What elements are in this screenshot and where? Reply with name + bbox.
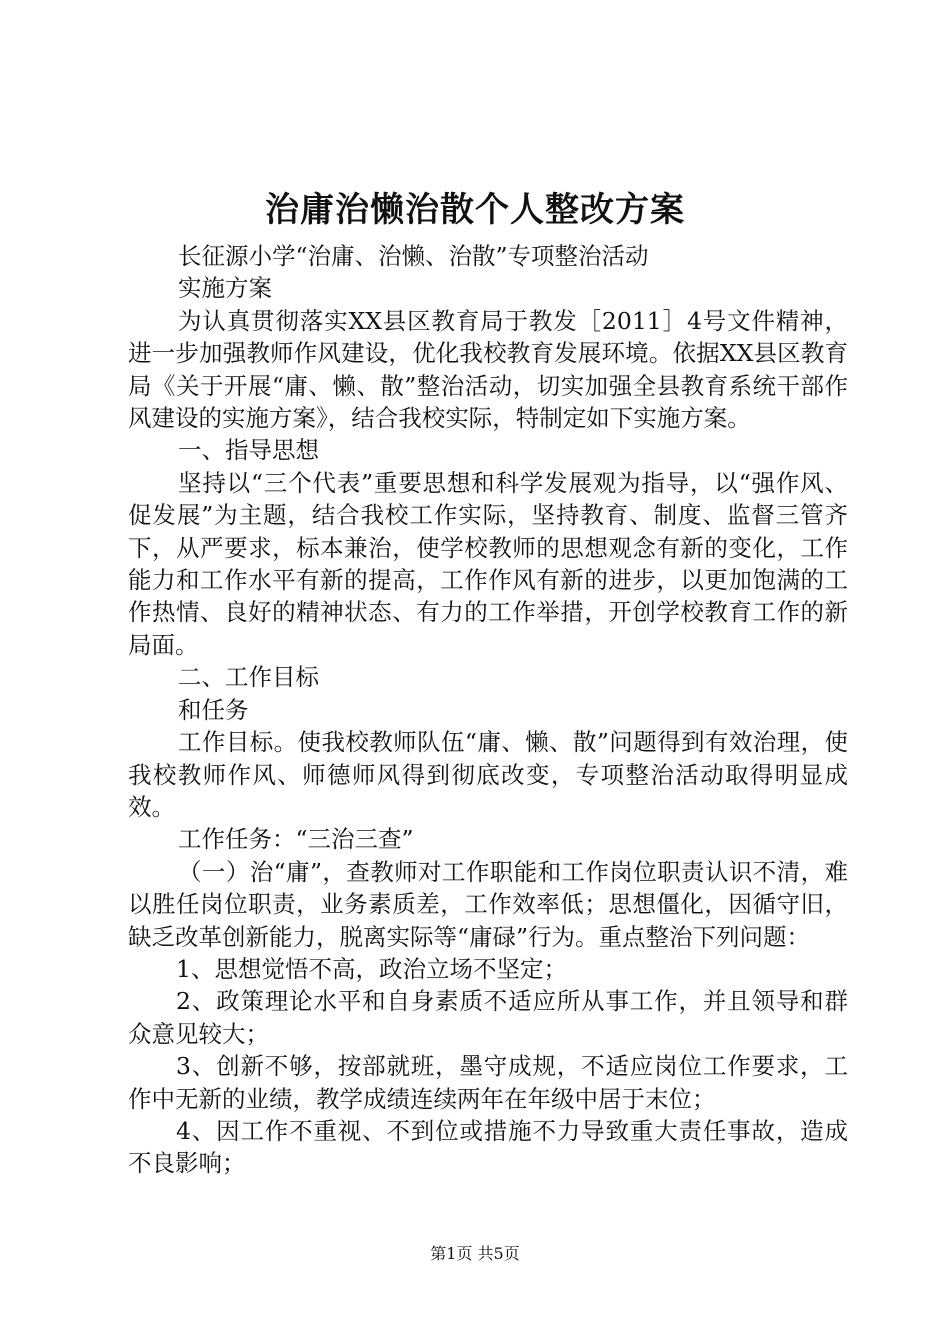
paragraph-task-one: （一）治“庸”，查教师对工作职能和工作岗位职责认识不清，难以胜任岗位职责，业务素质差，工作效率低；思想僵化，因循守旧，缺乏改革创新能力，脱离实际等“庸碌”行为。重点整治下列问题： [128, 857, 848, 951]
paragraph-intro: 为认真贯彻落实XX县区教育局于教发［2011］4号文件精神，进一步加强教师作风建设，优化我校教育发展环境。依据XX县区教育局《关于开展“庸、懒、散”整治活动，切实加强全县教育系统干部作风建设的实施方案》，结合我校实际，特制定如下实施方案。 [128, 306, 848, 433]
paragraph-guiding-thought: 坚持以“三个代表”重要思想和科学发展观为指导，以“强作风、促发展”为主题，结合我校工作实际，坚持教育、制度、监督三管齐下，从严要求，标本兼治，使学校教师的思想观念有新的变化，工作能力和工作水平有新的提高，工作作风有新的进步，以更加饱满的工作热情、良好的精神状态、有力的工作举措，开创学校教育工作的新局面。 [128, 468, 848, 659]
page-footer: 第1页 共5页 [430, 1244, 520, 1263]
paragraph-work-tasks: 工作任务：“三治三查” [178, 825, 414, 854]
paragraph-subtitle: 长征源小学“治庸、治懒、治散”专项整治活动 [178, 242, 649, 270]
heading-guiding-thought: 一、指导思想 [178, 436, 319, 465]
list-item-2: 2、政策理论水平和自身素质不适应所从事工作，并且领导和群众意见较大； [128, 987, 848, 1048]
list-item-3: 3、创新不够，按部就班，墨守成规，不适应岗位工作要求，工作中无新的业绩，教学成绩连续两年在年级中居于末位； [128, 1052, 848, 1113]
paragraph-work-goals: 工作目标。使我校教师队伍“庸、懒、散”问题得到有效治理，使我校教师作风、师德师风得到彻底改变，专项整治活动取得明显成效。 [128, 728, 848, 821]
heading-work-goals-cont: 和任务 [178, 695, 249, 724]
document-title: 治庸治懒治散个人整改方案 [265, 190, 685, 230]
heading-work-goals: 二、工作目标 [178, 663, 319, 692]
document-body [128, 240, 848, 1180]
paragraph-subtitle-2: 实施方案 [178, 274, 272, 303]
list-item-1: 1、思想觉悟不高，政治立场不坚定； [176, 954, 567, 983]
list-item-4: 4、因工作不重视、不到位或措施不力导致重大责任事故，造成不良影响； [128, 1116, 848, 1178]
